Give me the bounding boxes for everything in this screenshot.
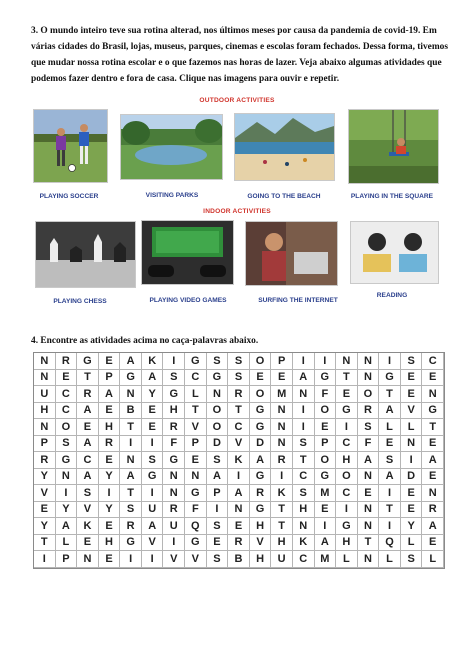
word-search-cell[interactable]: I bbox=[163, 535, 185, 552]
word-search-cell[interactable]: T bbox=[185, 403, 207, 420]
word-search-cell[interactable]: E bbox=[315, 502, 337, 519]
word-search-cell[interactable]: T bbox=[271, 518, 293, 535]
word-search-cell[interactable]: C bbox=[336, 436, 358, 453]
word-search-cell[interactable]: E bbox=[422, 535, 444, 552]
outdoor-activities-title: OUTDOOR ACTIVITIES bbox=[199, 97, 275, 104]
word-search-cell[interactable]: P bbox=[56, 551, 78, 568]
word-search-cell[interactable]: S bbox=[401, 353, 423, 370]
word-search-cell[interactable]: A bbox=[142, 370, 164, 387]
caption-playing-chess: PLAYING CHESS bbox=[53, 298, 107, 305]
word-search-cell[interactable]: L bbox=[56, 535, 78, 552]
word-search-cell[interactable]: K bbox=[228, 452, 250, 469]
word-search-cell[interactable]: A bbox=[422, 518, 444, 535]
word-search-cell[interactable]: C bbox=[336, 485, 358, 502]
word-search-cell[interactable]: A bbox=[379, 403, 401, 420]
caption-visiting-parks: VISITING PARKS bbox=[145, 192, 199, 199]
word-search-cell[interactable]: U bbox=[34, 386, 56, 403]
word-search-cell[interactable]: T bbox=[77, 370, 99, 387]
word-search-cell[interactable]: Y bbox=[99, 469, 121, 486]
word-search-cell[interactable]: E bbox=[99, 518, 121, 535]
word-search-cell[interactable]: O bbox=[207, 403, 229, 420]
word-search-cell[interactable]: A bbox=[293, 370, 315, 387]
word-search-cell[interactable]: B bbox=[120, 403, 142, 420]
word-search-cell[interactable]: T bbox=[34, 535, 56, 552]
visiting-parks-image[interactable] bbox=[120, 114, 223, 180]
word-search-cell[interactable]: O bbox=[336, 469, 358, 486]
word-search-cell[interactable]: G bbox=[250, 469, 272, 486]
word-search-cell[interactable]: F bbox=[163, 436, 185, 453]
word-search-cell[interactable]: S bbox=[120, 502, 142, 519]
caption-playing-soccer: PLAYING SOCCER bbox=[39, 193, 99, 200]
word-search-cell[interactable]: G bbox=[250, 502, 272, 519]
word-search-cell[interactable]: N bbox=[56, 469, 78, 486]
word-search-cell[interactable]: T bbox=[379, 386, 401, 403]
word-search-cell[interactable]: N bbox=[358, 370, 380, 387]
word-search-cell[interactable]: A bbox=[120, 469, 142, 486]
word-search-cell[interactable]: M bbox=[315, 485, 337, 502]
word-search-cell[interactable]: G bbox=[142, 469, 164, 486]
word-search-cell[interactable]: T bbox=[336, 370, 358, 387]
word-search-cell[interactable]: A bbox=[77, 469, 99, 486]
word-search-cell[interactable]: I bbox=[56, 485, 78, 502]
word-search-cell[interactable]: S bbox=[142, 452, 164, 469]
reading-image[interactable] bbox=[350, 221, 439, 284]
word-search-cell[interactable]: U bbox=[271, 551, 293, 568]
word-search-cell[interactable]: G bbox=[315, 469, 337, 486]
word-search-cell[interactable]: S bbox=[228, 353, 250, 370]
word-search-cell[interactable]: L bbox=[336, 551, 358, 568]
word-search-grid bbox=[33, 352, 445, 569]
word-search-cell[interactable]: B bbox=[228, 551, 250, 568]
word-search-cell[interactable]: G bbox=[185, 535, 207, 552]
word-search-cell[interactable]: R bbox=[250, 485, 272, 502]
word-search-cell[interactable]: Q bbox=[379, 535, 401, 552]
word-search-cell[interactable]: P bbox=[315, 436, 337, 453]
word-search-cell[interactable]: S bbox=[207, 518, 229, 535]
word-search-cell[interactable]: N bbox=[34, 370, 56, 387]
word-search-cell[interactable]: R bbox=[163, 419, 185, 436]
word-search-cell[interactable]: G bbox=[336, 403, 358, 420]
word-search-cell[interactable]: I bbox=[379, 518, 401, 535]
word-search-cell[interactable]: I bbox=[336, 419, 358, 436]
word-search-cell[interactable]: R bbox=[99, 436, 121, 453]
indoor-activities-title: INDOOR ACTIVITIES bbox=[203, 208, 271, 215]
word-search-cell[interactable]: E bbox=[315, 419, 337, 436]
word-search-cell[interactable]: K bbox=[271, 485, 293, 502]
playing-soccer-image[interactable] bbox=[33, 109, 108, 183]
word-search-cell[interactable]: A bbox=[315, 535, 337, 552]
word-search-cell[interactable]: C bbox=[77, 452, 99, 469]
word-search-cell[interactable]: N bbox=[358, 469, 380, 486]
word-search-cell[interactable]: V bbox=[401, 403, 423, 420]
word-search-cell[interactable]: P bbox=[99, 370, 121, 387]
word-search-cell[interactable]: T bbox=[120, 485, 142, 502]
word-search-cell[interactable]: S bbox=[401, 551, 423, 568]
word-search-cell[interactable]: G bbox=[250, 419, 272, 436]
word-search-cell[interactable]: R bbox=[163, 502, 185, 519]
word-search-cell[interactable]: G bbox=[163, 386, 185, 403]
word-search-cell[interactable]: N bbox=[34, 419, 56, 436]
going-to-the-beach-image[interactable] bbox=[234, 113, 335, 181]
word-search-cell[interactable]: T bbox=[358, 535, 380, 552]
word-search-cell[interactable]: G bbox=[120, 370, 142, 387]
word-search-cell[interactable]: H bbox=[99, 535, 121, 552]
word-search-cell[interactable]: E bbox=[56, 370, 78, 387]
word-search-cell[interactable]: T bbox=[228, 403, 250, 420]
word-search-cell[interactable]: E bbox=[401, 370, 423, 387]
word-search-cell[interactable]: V bbox=[185, 551, 207, 568]
word-search-cell[interactable]: Y bbox=[99, 502, 121, 519]
word-search-cell[interactable]: T bbox=[422, 419, 444, 436]
caption-surfing-the-internet: SURFING THE INTERNET bbox=[258, 297, 338, 304]
word-search-cell[interactable]: Q bbox=[185, 518, 207, 535]
word-search-cell[interactable]: H bbox=[293, 502, 315, 519]
word-search-cell[interactable]: N bbox=[163, 485, 185, 502]
word-search-cell[interactable]: E bbox=[422, 370, 444, 387]
word-search-cell[interactable]: S bbox=[207, 452, 229, 469]
word-search-cell[interactable]: H bbox=[34, 403, 56, 420]
word-search-cell[interactable]: V bbox=[250, 535, 272, 552]
word-search-cell[interactable]: E bbox=[336, 386, 358, 403]
word-search-cell[interactable]: E bbox=[142, 403, 164, 420]
word-search-cell[interactable]: S bbox=[207, 353, 229, 370]
word-search-cell[interactable]: T bbox=[379, 502, 401, 519]
word-search-cell[interactable]: N bbox=[185, 469, 207, 486]
word-search-cell[interactable]: L bbox=[379, 419, 401, 436]
word-search-cell[interactable]: O bbox=[250, 386, 272, 403]
word-search-cell[interactable]: H bbox=[271, 535, 293, 552]
word-search-cell[interactable]: O bbox=[315, 452, 337, 469]
word-search-cell[interactable]: C bbox=[422, 353, 444, 370]
word-search-cell[interactable]: K bbox=[293, 535, 315, 552]
word-search-cell[interactable]: A bbox=[358, 452, 380, 469]
word-search-cell[interactable]: L bbox=[401, 535, 423, 552]
word-search-cell[interactable]: I bbox=[293, 419, 315, 436]
word-search-cell[interactable]: R bbox=[34, 452, 56, 469]
word-search-cell[interactable]: G bbox=[336, 518, 358, 535]
word-search-cell[interactable]: S bbox=[293, 485, 315, 502]
word-search-cell[interactable]: Y bbox=[56, 502, 78, 519]
word-search-cell[interactable]: V bbox=[77, 502, 99, 519]
word-search-cell[interactable]: D bbox=[207, 436, 229, 453]
word-search-cell[interactable]: E bbox=[99, 551, 121, 568]
word-search-cell[interactable]: N bbox=[336, 353, 358, 370]
word-search-cell[interactable]: A bbox=[228, 485, 250, 502]
caption-reading: READING bbox=[376, 292, 408, 299]
word-search-cell[interactable]: R bbox=[56, 353, 78, 370]
word-search-cell[interactable]: R bbox=[120, 518, 142, 535]
word-search-cell[interactable]: I bbox=[336, 502, 358, 519]
word-search-cell[interactable]: A bbox=[77, 403, 99, 420]
word-search-cell[interactable]: Y bbox=[34, 518, 56, 535]
word-search-cell[interactable]: T bbox=[271, 502, 293, 519]
word-search-cell[interactable]: I bbox=[379, 485, 401, 502]
word-search-cell[interactable]: C bbox=[228, 419, 250, 436]
word-search-cell[interactable]: R bbox=[228, 535, 250, 552]
word-search-cell[interactable]: N bbox=[271, 436, 293, 453]
word-search-cell[interactable]: I bbox=[271, 469, 293, 486]
word-search-cell[interactable]: K bbox=[77, 518, 99, 535]
word-search-cell[interactable]: F bbox=[185, 502, 207, 519]
word-search-cell[interactable]: S bbox=[56, 436, 78, 453]
word-search-cell[interactable]: A bbox=[250, 452, 272, 469]
word-search-cell[interactable]: S bbox=[358, 419, 380, 436]
word-search-cell[interactable]: D bbox=[401, 469, 423, 486]
word-search-cell[interactable]: A bbox=[207, 469, 229, 486]
word-search-cell[interactable]: O bbox=[315, 403, 337, 420]
word-search-cell[interactable]: R bbox=[228, 386, 250, 403]
instructions-paragraph: 3. O mundo inteiro teve sua rotina alterad, nos últimos meses por causa da pandemia de covid-19. Em várias cidades do Brasil, lojas, museus, parques, cinemas e escolas foram fechados. Dessa forma, tivemos que mudar nossa rotina escolar e o que fazemos nas horas de lazer. Veja abaixo algumas atividades que podemos fazer dentro e fora de casa. Clique nas imagens para ouvir e repetir. bbox=[31, 26, 448, 84]
word-search-cell[interactable]: I bbox=[34, 551, 56, 568]
word-search-cell[interactable]: N bbox=[358, 353, 380, 370]
word-search-cell[interactable]: I bbox=[315, 353, 337, 370]
word-search-cell[interactable]: I bbox=[293, 353, 315, 370]
word-search-cell[interactable]: K bbox=[142, 353, 164, 370]
word-search-cell[interactable]: L bbox=[422, 551, 444, 568]
word-search-cell[interactable]: H bbox=[250, 518, 272, 535]
word-search-cell[interactable]: A bbox=[56, 518, 78, 535]
word-search-cell[interactable]: I bbox=[99, 485, 121, 502]
word-search-cell[interactable]: Y bbox=[34, 469, 56, 486]
word-search-cell[interactable]: N bbox=[358, 518, 380, 535]
word-search-cell[interactable]: I bbox=[142, 485, 164, 502]
caption-going-to-the-beach: GOING TO THE BEACH bbox=[247, 193, 321, 200]
word-search-cell[interactable]: E bbox=[77, 419, 99, 436]
word-search-cell[interactable]: F bbox=[315, 386, 337, 403]
word-search-cell[interactable]: G bbox=[250, 403, 272, 420]
word-search-cell[interactable]: H bbox=[99, 419, 121, 436]
word-search-cell[interactable]: E bbox=[228, 518, 250, 535]
word-search-cell[interactable]: Y bbox=[142, 386, 164, 403]
word-search-cell[interactable]: N bbox=[358, 502, 380, 519]
word-search-cell[interactable]: G bbox=[379, 370, 401, 387]
word-search-cell[interactable]: E bbox=[271, 370, 293, 387]
word-search-cell[interactable]: S bbox=[293, 436, 315, 453]
word-search-cell[interactable]: E bbox=[379, 436, 401, 453]
word-search-cell[interactable]: M bbox=[271, 386, 293, 403]
word-search-cell[interactable]: P bbox=[271, 353, 293, 370]
word-search-cell[interactable]: E bbox=[422, 469, 444, 486]
word-search-cell[interactable]: E bbox=[142, 419, 164, 436]
word-search-cell[interactable]: E bbox=[99, 452, 121, 469]
word-search-cell[interactable]: G bbox=[315, 370, 337, 387]
word-search-cell[interactable]: A bbox=[120, 353, 142, 370]
word-search-cell[interactable]: E bbox=[34, 502, 56, 519]
word-search-cell[interactable]: Y bbox=[401, 518, 423, 535]
word-search-cell[interactable]: E bbox=[77, 535, 99, 552]
word-search-cell[interactable]: N bbox=[77, 551, 99, 568]
word-search-cell[interactable]: M bbox=[315, 551, 337, 568]
word-search-cell[interactable]: I bbox=[293, 403, 315, 420]
word-search-cell[interactable]: H bbox=[163, 403, 185, 420]
word-search-cell[interactable]: T bbox=[293, 452, 315, 469]
word-search-cell[interactable]: S bbox=[228, 370, 250, 387]
word-search-cell[interactable]: C bbox=[185, 370, 207, 387]
caption-playing-video-games: PLAYING VIDEO GAMES bbox=[149, 297, 227, 304]
surfing-the-internet-image[interactable] bbox=[245, 221, 338, 286]
word-search-cell[interactable]: L bbox=[401, 419, 423, 436]
word-search-cell[interactable]: H bbox=[250, 551, 272, 568]
word-search-cell[interactable]: N bbox=[163, 469, 185, 486]
word-search-cell[interactable]: O bbox=[358, 386, 380, 403]
word-search-cell[interactable]: V bbox=[142, 535, 164, 552]
word-search-cell[interactable]: G bbox=[163, 452, 185, 469]
playing-in-the-square-image[interactable] bbox=[348, 109, 439, 184]
word-search-cell[interactable]: R bbox=[271, 452, 293, 469]
word-search-cell[interactable]: N bbox=[228, 502, 250, 519]
playing-video-games-image[interactable] bbox=[141, 220, 234, 285]
word-search-cell[interactable]: E bbox=[207, 535, 229, 552]
word-search-cell[interactable]: N bbox=[120, 386, 142, 403]
word-search-cell[interactable]: G bbox=[185, 353, 207, 370]
word-search-cell[interactable]: R bbox=[77, 386, 99, 403]
word-search-cell[interactable]: N bbox=[271, 419, 293, 436]
playing-chess-image[interactable] bbox=[35, 221, 136, 288]
word-search-cell[interactable]: I bbox=[379, 353, 401, 370]
word-search-cell[interactable]: I bbox=[142, 436, 164, 453]
word-search-cell[interactable]: L bbox=[379, 551, 401, 568]
word-search-cell[interactable]: R bbox=[358, 403, 380, 420]
word-search-cell[interactable]: C bbox=[56, 386, 78, 403]
word-search-cell[interactable]: N bbox=[271, 403, 293, 420]
word-search-cell[interactable]: U bbox=[142, 502, 164, 519]
word-search-cell[interactable]: D bbox=[250, 436, 272, 453]
word-search-cell[interactable]: U bbox=[163, 518, 185, 535]
word-search-cell[interactable]: N bbox=[422, 386, 444, 403]
word-search-cell[interactable]: S bbox=[163, 370, 185, 387]
word-search-cell[interactable]: G bbox=[120, 535, 142, 552]
word-search-cell[interactable]: I bbox=[142, 551, 164, 568]
word-search-cell[interactable]: I bbox=[315, 518, 337, 535]
word-search-cell[interactable]: P bbox=[34, 436, 56, 453]
word-search-cell[interactable]: G bbox=[422, 403, 444, 420]
word-search-cell[interactable]: R bbox=[422, 502, 444, 519]
word-search-cell[interactable]: N bbox=[120, 452, 142, 469]
word-search-cell[interactable]: H bbox=[336, 452, 358, 469]
word-search-cell[interactable]: E bbox=[250, 370, 272, 387]
word-search-cell[interactable]: A bbox=[142, 518, 164, 535]
word-search-cell[interactable]: F bbox=[358, 436, 380, 453]
word-search-cell[interactable]: G bbox=[56, 452, 78, 469]
word-search-cell[interactable]: V bbox=[185, 419, 207, 436]
word-search-cell[interactable]: G bbox=[207, 370, 229, 387]
word-search-cell[interactable]: E bbox=[185, 452, 207, 469]
word-search-cell[interactable]: S bbox=[207, 551, 229, 568]
word-search-cell[interactable]: G bbox=[77, 353, 99, 370]
word-search-cell[interactable]: N bbox=[401, 436, 423, 453]
word-search-cell[interactable]: E bbox=[401, 386, 423, 403]
word-search-cell[interactable]: O bbox=[207, 419, 229, 436]
word-search-cell[interactable]: G bbox=[185, 485, 207, 502]
word-search-cell[interactable]: I bbox=[207, 502, 229, 519]
word-search-cell[interactable]: P bbox=[207, 485, 229, 502]
word-search-cell[interactable]: T bbox=[120, 419, 142, 436]
word-search-cell[interactable]: I bbox=[401, 452, 423, 469]
word-search-cell[interactable]: E bbox=[358, 485, 380, 502]
word-search-cell[interactable]: V bbox=[34, 485, 56, 502]
word-search-cell[interactable]: E bbox=[99, 403, 121, 420]
word-search-cell[interactable]: O bbox=[250, 353, 272, 370]
word-search-cell[interactable]: O bbox=[56, 419, 78, 436]
word-search-cell[interactable]: H bbox=[336, 535, 358, 552]
word-search-cell[interactable]: I bbox=[120, 551, 142, 568]
word-search-cell[interactable]: C bbox=[293, 469, 315, 486]
word-search-cell[interactable]: N bbox=[207, 386, 229, 403]
word-search-cell[interactable]: I bbox=[120, 436, 142, 453]
word-search-cell[interactable]: L bbox=[185, 386, 207, 403]
word-search-cell[interactable]: V bbox=[228, 436, 250, 453]
word-search-cell[interactable]: P bbox=[185, 436, 207, 453]
word-search-cell[interactable]: I bbox=[163, 353, 185, 370]
word-search-cell[interactable]: A bbox=[77, 436, 99, 453]
word-search-cell[interactable]: E bbox=[99, 353, 121, 370]
word-search-cell[interactable]: A bbox=[422, 452, 444, 469]
word-search-cell[interactable]: V bbox=[163, 551, 185, 568]
word-search-cell[interactable]: S bbox=[77, 485, 99, 502]
word-search-cell[interactable]: E bbox=[401, 502, 423, 519]
word-search-cell[interactable]: N bbox=[358, 551, 380, 568]
word-search-cell[interactable]: A bbox=[99, 386, 121, 403]
word-search-cell[interactable]: E bbox=[401, 485, 423, 502]
word-search-cell[interactable]: C bbox=[56, 403, 78, 420]
word-search-cell[interactable]: I bbox=[228, 469, 250, 486]
word-search-cell[interactable]: A bbox=[379, 469, 401, 486]
word-search-cell[interactable]: N bbox=[293, 386, 315, 403]
word-search-cell[interactable]: S bbox=[379, 452, 401, 469]
question-4-heading: 4. Encontre as atividades acima no caça-palavras abaixo. bbox=[31, 336, 259, 346]
word-search-cell[interactable]: N bbox=[422, 485, 444, 502]
word-search-cell[interactable]: C bbox=[293, 551, 315, 568]
word-search-cell[interactable]: N bbox=[34, 353, 56, 370]
word-search-cell[interactable]: N bbox=[293, 518, 315, 535]
caption-playing-in-the-square: PLAYING IN THE SQUARE bbox=[350, 193, 434, 200]
word-search-cell[interactable]: E bbox=[422, 436, 444, 453]
